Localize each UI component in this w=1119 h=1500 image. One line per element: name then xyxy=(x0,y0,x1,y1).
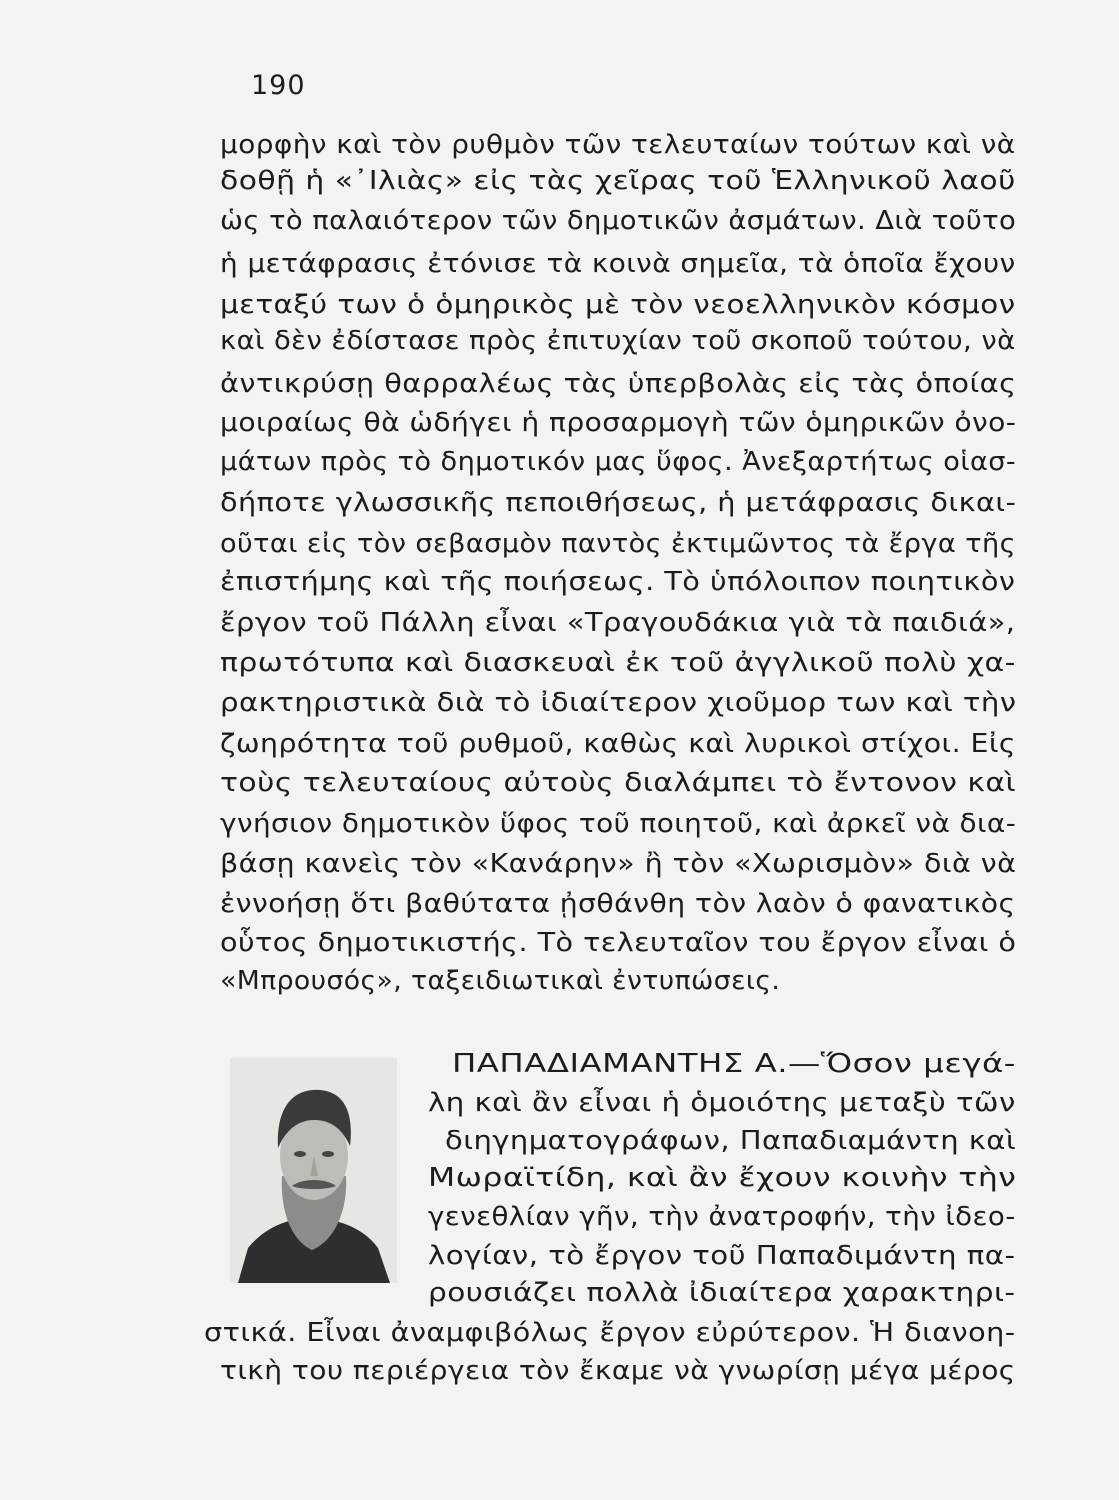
section-line-3: διηγηματογράφων, Παπαδιαμάντη καὶ xyxy=(445,1126,1017,1156)
body-line-4: ἡ μετάφρασις ἐτόνισε τὰ κοινὰ σημεῖα, τὰ ὁποῖα ἔχουν xyxy=(220,249,1016,279)
body-line-7: ἀντικρύσῃ θαρραλέως τὰς ὑπερβολὰς εἰς τὰς ὁποίας xyxy=(220,369,1017,399)
section-line-1: ΠΑΠΑΔΙΑΜΑΝΤΗΣ Α.—Ὅσον μεγά- xyxy=(452,1049,1016,1079)
body-line-6: καὶ δὲν ἐδίστασε πρὸς ἐπιτυχίαν τοῦ σκοποῦ τούτου, νὰ xyxy=(220,326,1016,356)
body-line-2: δοθῇ ἡ «᾿Ιλιὰς» εἰς τὰς χεῖρας τοῦ Ἑλληνικοῦ λαοῦ xyxy=(220,166,1016,196)
body-line-20: ἐννοήσῃ ὅτι βαθύτατα ᾐσθάνθη τὸν λαὸν ὁ φανατικὸς xyxy=(220,889,1016,919)
body-line-22: «Μπρουσός», ταξειδιωτικαὶ ἐντυπώσεις. xyxy=(220,966,781,996)
body-line-17: τοὺς τελευταίους αὐτοὺς διαλάμπει τὸ ἔντονον καὶ xyxy=(220,768,1017,798)
section-line-9: τικὴ του περιέργεια τὸν ἔκαμε νὰ γνωρίσῃ μέγα μέρος xyxy=(220,1356,1016,1386)
body-line-12: ἐπιστήμης καὶ τῆς ποιήσεως. Τὸ ὑπόλοιπον ποιητικὸν xyxy=(220,567,1016,597)
body-line-9: μάτων πρὸς τὸ δημοτικόν μας ὕφος. Ἀνεξαρτήτως οἱασ- xyxy=(220,447,1017,477)
body-line-10: δήποτε γλωσσικῆς πεποιθήσεως, ἡ μετάφρασις δικαι- xyxy=(220,488,1017,518)
body-line-11: οῦται εἰς τὸν σεβασμὸν παντὸς ἐκτιμῶντος τὰ ἔργα τῆς xyxy=(220,529,1017,559)
section-line-8: στικά. Εἶναι ἀναμφιβόλως ἔργον εὐρύτερον. Ἡ διανοη- xyxy=(204,1318,1016,1348)
section-line-5: γενεθλίαν γῆν, τὴν ἀνατροφήν, τὴν ἰδεο- xyxy=(428,1202,1016,1232)
body-line-5: μεταξύ των ὁ ὁμηρικὸς μὲ τὸν νεοελληνικὸν κόσμον xyxy=(220,290,1016,320)
section-line-2: λη καὶ ἂν εἶναι ἡ ὁμοιότης μεταξὺ τῶν xyxy=(428,1088,1016,1118)
body-line-15: ρακτηριστικὰ διὰ τὸ ἰδιαίτερον χιοῦμορ των καὶ τὴν xyxy=(220,688,1017,718)
body-line-14: πρωτότυπα καὶ διασκευαὶ ἐκ τοῦ ἀγγλικοῦ πολὺ χα- xyxy=(220,648,1016,678)
body-line-18: γνήσιον δημοτικὸν ὕφος τοῦ ποιητοῦ, καὶ ἀρκεῖ νὰ δια- xyxy=(220,809,1017,839)
body-line-1: μορφὴν καὶ τὸν ρυθμὸν τῶν τελευταίων τούτων καὶ νὰ xyxy=(220,130,1016,160)
body-line-3: ὡς τὸ παλαιότερον τῶν δημοτικῶν ἀσμάτων. Διὰ τοῦτο xyxy=(220,206,1017,236)
section-line-6: λογίαν, τὸ ἔργον τοῦ Παπαδιμάντη πα- xyxy=(428,1241,1016,1271)
body-line-16: ζωηρότητα τοῦ ρυθμοῦ, καθὼς καὶ λυρικοὶ στίχοι. Εἰς xyxy=(220,729,1016,759)
body-line-19: βάσῃ κανεὶς τὸν «Κανάρην» ἢ τὸν «Χωρισμὸν» διὰ νὰ xyxy=(220,849,1017,879)
section-line-7: ρουσιάζει πολλὰ ἰδιαίτερα χαρακτηρι- xyxy=(428,1278,1016,1308)
author-portrait xyxy=(230,1058,397,1283)
body-line-13: ἔργον τοῦ Πάλλη εἶναι «Τραγουδάκια γιὰ τὰ παιδιά», xyxy=(220,608,1016,638)
page-number: 190 xyxy=(251,70,306,101)
body-line-21: οὗτος δημοτικιστής. Τὸ τελευταῖον του ἔργον εἶναι ὁ xyxy=(220,928,1017,958)
section-line-4: Μωραϊτίδη, καὶ ἂν ἔχουν κοινὴν τὴν xyxy=(428,1163,1017,1193)
body-line-8: μοιραίως θὰ ὡδήγει ἡ προσαρμογὴ τῶν ὁμηρικῶν ὀνο- xyxy=(220,408,1017,438)
